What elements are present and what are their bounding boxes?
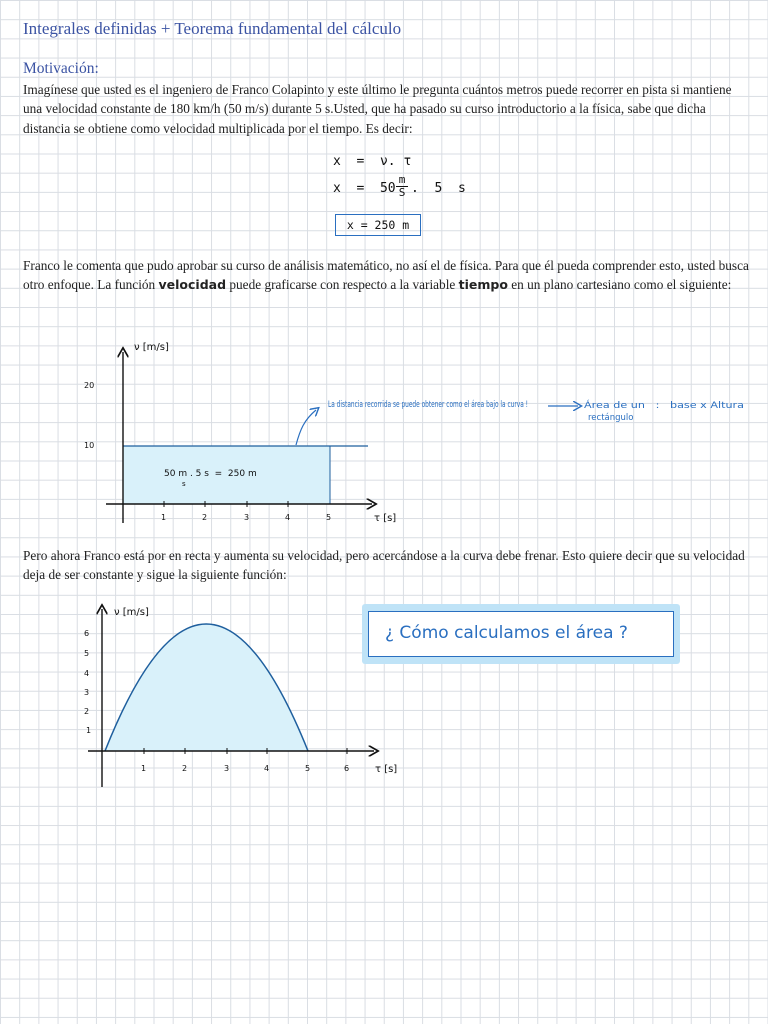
section-heading: Motivación: xyxy=(23,60,99,77)
area-calculation: 50 m . 5 s = 250 m xyxy=(164,469,257,479)
y-tick-2: 2 xyxy=(84,707,90,716)
page-title: Integrales definidas + Teorema fundamental del cálculo xyxy=(23,19,402,38)
paragraph-franco xyxy=(23,256,751,295)
question-inner-box xyxy=(368,611,674,657)
formula-line-2-right: . 5 s xyxy=(411,181,466,196)
paragraph-franco-part-3: en un plano cartesiano como el siguiente: xyxy=(507,277,732,293)
question-callout xyxy=(362,604,680,664)
paragraph-franco-part-1: Franco le comenta que pudo aprobar su curso de análisis matemático, no así el de física. Para que él pueda comprender esto, usted busca otro enfoque. La función xyxy=(23,258,749,293)
formula-fraction-numerator: m xyxy=(396,174,408,187)
x-tick-2-5: 5 xyxy=(305,764,311,773)
x-tick-3: 3 xyxy=(244,513,250,522)
note-rectangle-area: Área de un : base x Altura xyxy=(584,401,706,411)
x-ticks-2 xyxy=(141,748,349,773)
x-tick-1: 1 xyxy=(161,513,167,522)
y-axis-label: ν [m/s] xyxy=(134,342,169,353)
x-tick-2-1: 1 xyxy=(141,764,147,773)
y-tick-10: 10 xyxy=(84,441,95,450)
keyword-velocidad: velocidad xyxy=(158,277,227,293)
y-tick-1: 1 xyxy=(86,726,92,735)
y-axis-label-2: ν [m/s] xyxy=(114,607,149,618)
formula-fraction xyxy=(396,174,408,199)
x-tick-2-6: 6 xyxy=(344,764,350,773)
formula-fraction-denominator: S xyxy=(398,186,406,199)
paragraph-braking: Pero ahora Franco está por en recta y aumenta su velocidad, pero acercándose a la curva debe frenar. Esto quiere decir que su velocidad deja de ser constante y sigue la siguiente función: xyxy=(23,548,745,583)
formula-line-2-left: x = 50 xyxy=(333,181,396,196)
formula-line-1: x = ν. τ xyxy=(333,154,412,169)
note-area-under-curve: La distancia recorrida se puede obtener como el área bajo la curva ! xyxy=(328,400,528,410)
keyword-tiempo: tiempo xyxy=(458,277,508,293)
y-tick-20: 20 xyxy=(84,381,95,390)
formula-result-box: x = 250 m xyxy=(335,214,421,236)
y-tick-6: 6 xyxy=(84,629,90,638)
area-calculation-fraction-den: s xyxy=(182,480,186,488)
x-tick-2-2: 2 xyxy=(182,764,188,773)
paragraph-motivation: Imagínese que usted es el ingeniero de Franco Colapinto y este último le pregunta cuántos metros puede recorrer en pista si mantiene una velocidad constante de 180 km/h (50 m/s) durante 5 s.Usted, que ha pasado su curso introductorio a la física, sabe que dicha distancia se obtiene como velocidad multiplicada por el tiempo. Es decir: xyxy=(23,82,732,136)
y-ticks-2 xyxy=(84,629,91,735)
x-tick-2-4: 4 xyxy=(264,764,270,773)
x-tick-5: 5 xyxy=(326,513,332,522)
x-axis-label-2: τ [s] xyxy=(375,764,398,775)
constant-velocity-graph xyxy=(0,330,768,530)
question-text: ¿ Cómo calculamos el área ? xyxy=(385,623,628,643)
note-rectangle-word: rectángulo xyxy=(588,413,634,423)
x-tick-2-3: 3 xyxy=(224,764,230,773)
y-tick-3: 3 xyxy=(84,688,90,697)
x-tick-4: 4 xyxy=(285,513,291,522)
note-arrow xyxy=(296,410,316,445)
y-tick-4: 4 xyxy=(84,669,90,678)
x-tick-2: 2 xyxy=(202,513,208,522)
x-axis-label: τ [s] xyxy=(374,513,397,524)
paragraph-franco-part-2: puede graficarse con respecto a la variable xyxy=(226,277,459,293)
y-tick-5: 5 xyxy=(84,649,90,658)
